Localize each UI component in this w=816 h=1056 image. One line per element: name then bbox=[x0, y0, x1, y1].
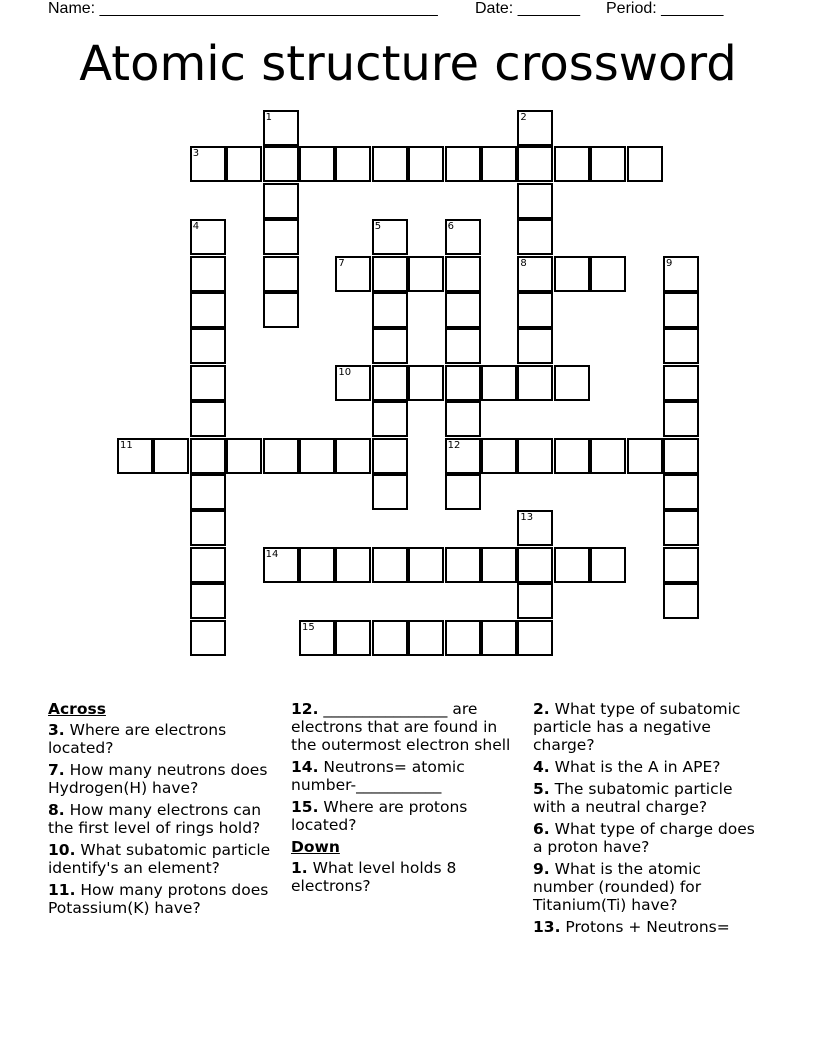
crossword-cell[interactable] bbox=[372, 146, 408, 182]
crossword-cell[interactable] bbox=[372, 438, 408, 474]
clue-number: 13 bbox=[520, 512, 534, 524]
crossword-cell[interactable] bbox=[517, 292, 553, 328]
crossword-cell[interactable] bbox=[372, 292, 408, 328]
crossword-cell[interactable] bbox=[590, 256, 626, 292]
crossword-cell[interactable] bbox=[372, 620, 408, 656]
crossword-cell[interactable] bbox=[481, 547, 517, 583]
clues-column-2 bbox=[291, 700, 519, 899]
date-field-label: Date: _______ bbox=[475, 0, 580, 17]
clue-number: 8 bbox=[520, 257, 527, 269]
crossword-cell[interactable] bbox=[445, 219, 481, 255]
crossword-cell[interactable] bbox=[263, 256, 299, 292]
clue-item bbox=[291, 758, 519, 794]
clue-item bbox=[533, 700, 765, 754]
clue-item bbox=[533, 780, 765, 816]
clue-item bbox=[48, 761, 273, 797]
clue-number: 10 bbox=[338, 366, 352, 378]
crossword-cell[interactable] bbox=[445, 438, 481, 474]
clue-number-label: 9. bbox=[533, 860, 550, 878]
crossword-cell[interactable] bbox=[263, 292, 299, 328]
clue-item bbox=[48, 881, 273, 917]
clue-text: What is the A in APE? bbox=[549, 758, 721, 776]
name-field-label: Name: ______________________________________ bbox=[48, 0, 438, 17]
crossword-cell[interactable] bbox=[190, 401, 226, 437]
clue-text: Where are electrons located? bbox=[48, 721, 227, 757]
crossword-cell[interactable] bbox=[408, 146, 444, 182]
crossword-cell[interactable] bbox=[299, 547, 335, 583]
crossword-cell[interactable] bbox=[517, 583, 553, 619]
crossword-cell[interactable] bbox=[627, 438, 663, 474]
clue-number-label: 5. bbox=[533, 780, 550, 798]
crossword-cell[interactable] bbox=[335, 146, 371, 182]
crossword-cell[interactable] bbox=[445, 474, 481, 510]
crossword-cell[interactable] bbox=[445, 328, 481, 364]
clue-number-label: 11. bbox=[48, 881, 76, 899]
clue-text: What type of charge does a proton have? bbox=[533, 820, 755, 856]
clue-number-label: 7. bbox=[48, 761, 65, 779]
crossword-cell[interactable] bbox=[517, 146, 553, 182]
crossword-cell[interactable] bbox=[408, 256, 444, 292]
clue-number-label: 10. bbox=[48, 841, 76, 859]
clue-item bbox=[48, 801, 273, 837]
crossword-cell[interactable] bbox=[481, 438, 517, 474]
clue-text: What level holds 8 electrons? bbox=[291, 859, 457, 895]
clue-item bbox=[291, 859, 519, 895]
crossword-cell[interactable] bbox=[517, 110, 553, 146]
crossword-cell[interactable] bbox=[663, 438, 699, 474]
crossword-cell[interactable] bbox=[372, 547, 408, 583]
crossword-cell[interactable] bbox=[517, 183, 553, 219]
crossword-cell[interactable] bbox=[226, 146, 262, 182]
clues-column-1 bbox=[48, 700, 273, 921]
clue-number: 5 bbox=[374, 221, 382, 233]
crossword-cell[interactable] bbox=[663, 401, 699, 437]
crossword-cell[interactable] bbox=[263, 219, 299, 255]
crossword-cell[interactable] bbox=[335, 438, 371, 474]
crossword-cell[interactable] bbox=[263, 438, 299, 474]
clue-number: 4 bbox=[192, 221, 200, 233]
crossword-cell[interactable] bbox=[663, 510, 699, 546]
crossword-cell[interactable] bbox=[190, 328, 226, 364]
clue-number: 1 bbox=[265, 112, 272, 123]
clue-number-label: 15. bbox=[291, 798, 319, 816]
clue-item bbox=[48, 841, 273, 877]
period-field-label: Period: _______ bbox=[606, 0, 724, 17]
crossword-cell[interactable] bbox=[445, 292, 481, 328]
crossword-cell[interactable] bbox=[517, 219, 553, 255]
clue-text: How many protons does Potassium(K) have? bbox=[48, 881, 269, 917]
crossword-cell[interactable] bbox=[226, 438, 262, 474]
crossword-cell[interactable] bbox=[335, 620, 371, 656]
clue-text: Neutrons= atomic number-___________ bbox=[291, 758, 465, 794]
crossword-cell[interactable] bbox=[554, 256, 590, 292]
crossword-cell[interactable] bbox=[372, 256, 408, 292]
clue-number-label: 4. bbox=[533, 758, 550, 776]
clue-number-label: 13. bbox=[533, 918, 561, 936]
clue-text: What type of subatomic particle has a negative charge? bbox=[533, 700, 741, 754]
crossword-cell[interactable] bbox=[517, 510, 553, 546]
crossword-cell[interactable] bbox=[663, 256, 699, 292]
crossword-cell[interactable] bbox=[590, 438, 626, 474]
crossword-cell[interactable] bbox=[263, 110, 299, 146]
crossword-cell[interactable] bbox=[517, 256, 553, 292]
clue-number: 7 bbox=[338, 257, 345, 269]
crossword-cell[interactable] bbox=[335, 547, 371, 583]
crossword-cell[interactable] bbox=[663, 292, 699, 328]
crossword-cell[interactable] bbox=[554, 438, 590, 474]
crossword-cell[interactable] bbox=[663, 328, 699, 364]
crossword-cell[interactable] bbox=[554, 365, 590, 401]
crossword-cell[interactable] bbox=[517, 620, 553, 656]
clue-number: 11 bbox=[120, 439, 133, 451]
clue-number-label: 14. bbox=[291, 758, 319, 776]
clue-number-label: 6. bbox=[533, 820, 550, 838]
clue-number-label: 1. bbox=[291, 859, 308, 877]
clue-text: How many neutrons does Hydrogen(H) have? bbox=[48, 761, 268, 797]
crossword-cell[interactable] bbox=[590, 547, 626, 583]
clue-item bbox=[533, 860, 765, 914]
crossword-cell[interactable] bbox=[517, 328, 553, 364]
page-title: Atomic structure crossword bbox=[79, 36, 737, 92]
crossword-cell[interactable] bbox=[445, 547, 481, 583]
crossword-cell[interactable] bbox=[445, 365, 481, 401]
crossword-cell[interactable] bbox=[190, 146, 226, 182]
clue-number-label: 2. bbox=[533, 700, 550, 718]
clue-item bbox=[533, 918, 765, 936]
crossword-cell[interactable] bbox=[190, 438, 226, 474]
clues-column-3 bbox=[533, 700, 765, 940]
clue-number: 3 bbox=[192, 148, 200, 160]
clue-item bbox=[291, 700, 519, 754]
clue-text: The subatomic particle with a neutral charge? bbox=[533, 780, 733, 816]
crossword-cell[interactable] bbox=[190, 510, 226, 546]
crossword-cell[interactable] bbox=[517, 547, 553, 583]
crossword-cell[interactable] bbox=[663, 365, 699, 401]
clue-text: ________________ are electrons that are found in the outermost electron shell bbox=[291, 700, 511, 754]
crossword-cell[interactable] bbox=[481, 620, 517, 656]
clue-number: 14 bbox=[265, 548, 279, 560]
crossword-cell[interactable] bbox=[481, 365, 517, 401]
crossword-cell[interactable] bbox=[190, 256, 226, 292]
crossword-cell[interactable] bbox=[263, 183, 299, 219]
clue-number: 9 bbox=[666, 257, 673, 269]
crossword-cell[interactable] bbox=[372, 474, 408, 510]
crossword-cell[interactable] bbox=[663, 583, 699, 619]
crossword-cell[interactable] bbox=[554, 547, 590, 583]
crossword-cell[interactable] bbox=[299, 620, 335, 656]
crossword-cell[interactable] bbox=[590, 146, 626, 182]
crossword-cell[interactable] bbox=[299, 146, 335, 182]
crossword-cell[interactable] bbox=[117, 438, 153, 474]
crossword-cell[interactable] bbox=[408, 365, 444, 401]
clue-number-label: 12. bbox=[291, 700, 319, 718]
crossword-cell[interactable] bbox=[445, 620, 481, 656]
crossword-cell[interactable] bbox=[408, 620, 444, 656]
crossword-cell[interactable] bbox=[335, 365, 371, 401]
clue-text: What is the atomic number (rounded) for Titanium(Ti) have? bbox=[533, 860, 702, 914]
clue-item bbox=[291, 798, 519, 834]
clue-number-label: 8. bbox=[48, 801, 65, 819]
crossword-cell[interactable] bbox=[372, 328, 408, 364]
crossword-cell[interactable] bbox=[263, 547, 299, 583]
crossword-cell[interactable] bbox=[190, 365, 226, 401]
crossword-cell[interactable] bbox=[445, 401, 481, 437]
crossword-cell[interactable] bbox=[372, 365, 408, 401]
clue-number: 12 bbox=[447, 439, 461, 451]
crossword-cell[interactable] bbox=[445, 146, 481, 182]
crossword-cell[interactable] bbox=[627, 146, 663, 182]
crossword-cell[interactable] bbox=[372, 401, 408, 437]
crossword-cell[interactable] bbox=[190, 547, 226, 583]
crossword-cell[interactable] bbox=[554, 146, 590, 182]
crossword-cell[interactable] bbox=[190, 620, 226, 656]
clue-text: What subatomic particle identify's an element? bbox=[48, 841, 271, 877]
crossword-cell[interactable] bbox=[190, 292, 226, 328]
clue-item bbox=[533, 820, 765, 856]
clue-text: Where are protons located? bbox=[291, 798, 468, 834]
clue-number: 2 bbox=[520, 112, 527, 123]
crossword-cell[interactable] bbox=[663, 474, 699, 510]
crossword-cell[interactable] bbox=[517, 438, 553, 474]
down-heading: Down bbox=[291, 838, 340, 856]
clue-number: 15 bbox=[302, 621, 315, 633]
crossword-cell[interactable] bbox=[153, 438, 189, 474]
crossword-cell[interactable] bbox=[190, 474, 226, 510]
crossword-cell[interactable] bbox=[335, 256, 371, 292]
crossword-cell[interactable] bbox=[481, 146, 517, 182]
clue-number: 6 bbox=[447, 221, 454, 233]
clue-number-label: 3. bbox=[48, 721, 65, 739]
crossword-cell[interactable] bbox=[445, 256, 481, 292]
crossword-cell[interactable] bbox=[408, 547, 444, 583]
crossword-cell[interactable] bbox=[263, 146, 299, 182]
crossword-cell[interactable] bbox=[190, 583, 226, 619]
crossword-cell[interactable] bbox=[299, 438, 335, 474]
across-heading: Across bbox=[48, 700, 106, 718]
crossword-cell[interactable] bbox=[663, 547, 699, 583]
crossword-cell[interactable] bbox=[190, 219, 226, 255]
clue-item bbox=[533, 758, 765, 776]
clue-text: Protons + Neutrons= bbox=[560, 918, 730, 936]
crossword-cell[interactable] bbox=[372, 219, 408, 255]
crossword-cell[interactable] bbox=[517, 365, 553, 401]
clue-item bbox=[48, 721, 273, 757]
clue-text: How many electrons can the first level of rings hold? bbox=[48, 801, 262, 837]
